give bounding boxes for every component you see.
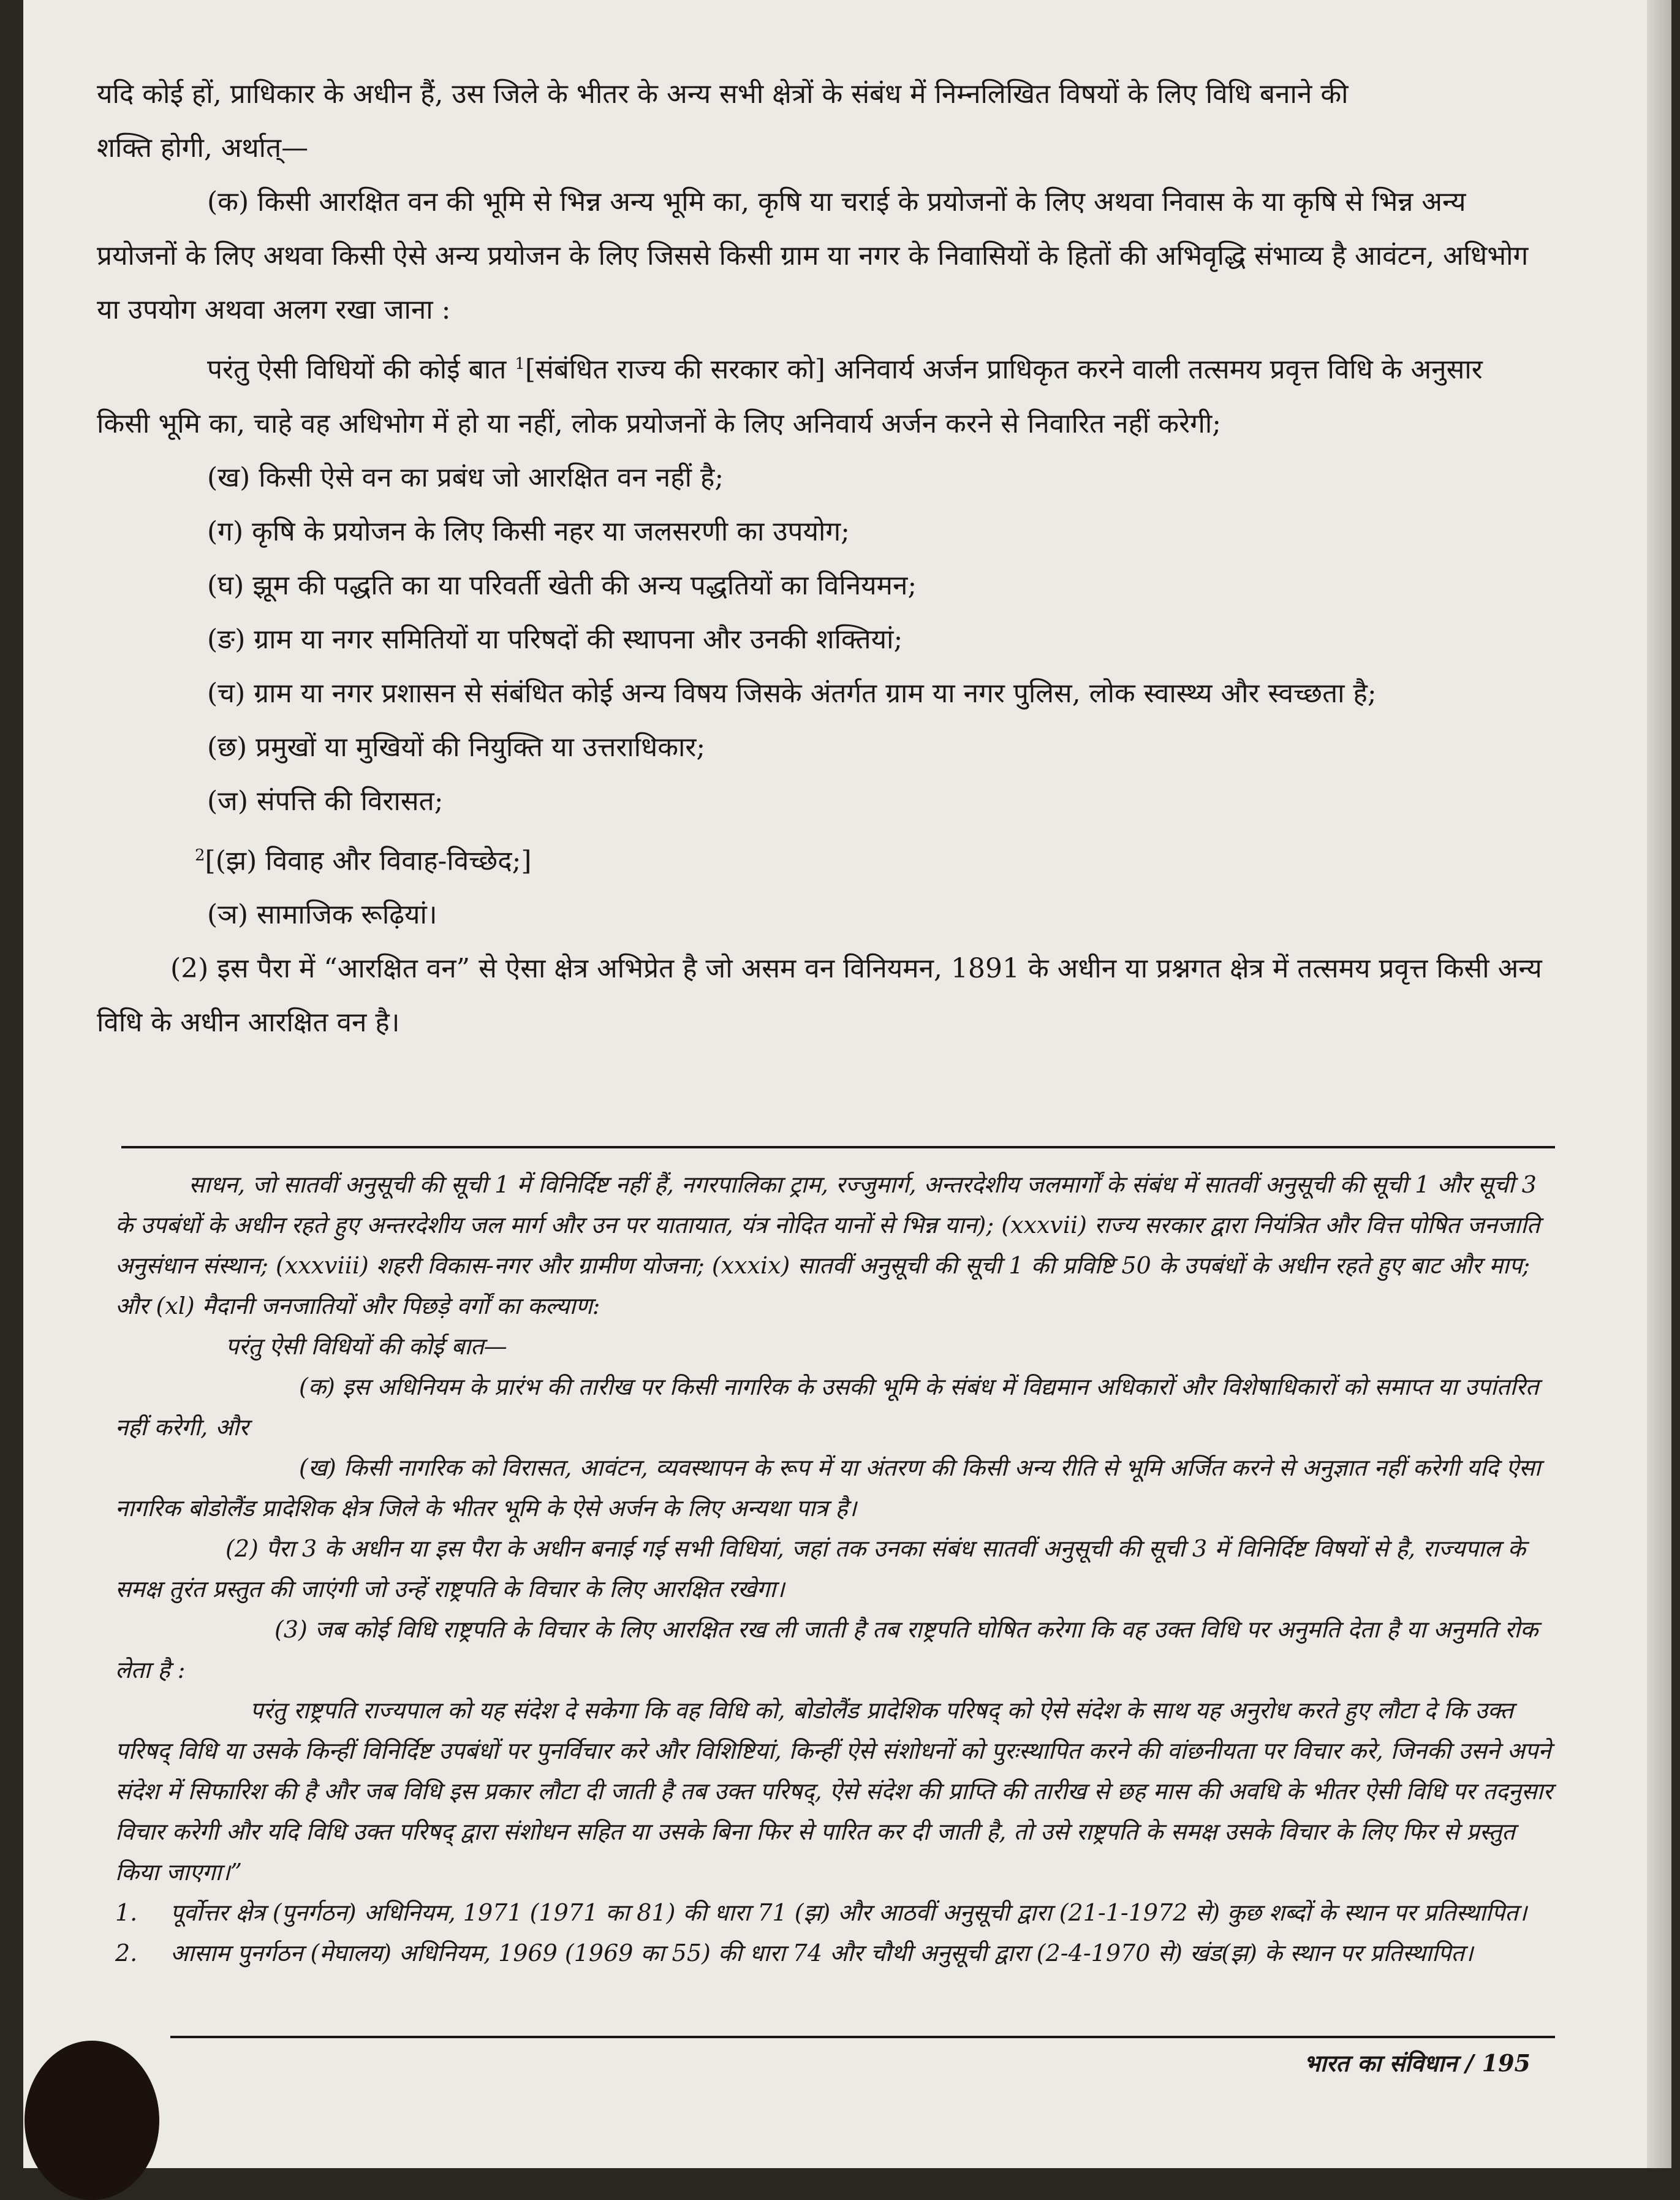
footnote-2 (115, 1933, 1561, 1973)
clause-kha: (ख) किसी ऐसे वन का प्रबंध जो आरक्षित वन नहीं है; (207, 461, 724, 493)
footnote-1 (115, 1892, 1561, 1933)
thumb-shadow (25, 2041, 159, 2200)
footnote-proviso: परंतु ऐसी विधियों की कोई बात— (225, 1333, 507, 1360)
clause-jha-text: [(झ) विवाह और विवाह-विच्छेद;] (205, 845, 532, 877)
page (23, 0, 1671, 2168)
footnote-proviso-2: परंतु राष्ट्रपति राज्यपाल को यह संदेश दे सकेगा कि वह विधि को, बोडोलैंड प्रादेशिक परिषद् को ऐसे संदेश के साथ यह अनुरोध करते हुए लौटा दे कि उक्त परिषद् विधि या उसके किन्हीं विनिर्दिष्ट उपबंधों पर पुनर्विचार करे और विशिष्टियां, किन्हीं ऐसे संशोधनों को पुरःस्थापित करने की वांछनीयता पर विचार करे, जिनकी उसने अपने संदेश में सिफारिश की है और जब विधि इस प्रकार लौटा दी जाती है तब उक्त परिषद्, ऐसे संदेश की प्राप्ति की तारीख से छह मास की अवधि के भीतर ऐसी विधि पर तदनुसार विचार करेगी और यदि विधि उक्त परिषद् द्वारा संशोधन सहित या उसके बिना फिर से पारित कर दी जाती है, तो उसे राष्ट्रपति के समक्ष उसके विचार के लिए फिर से प्रस्तुत किया जाएगा।” (115, 1697, 1553, 1886)
clause-ga: (ग) कृषि के प्रयोजन के लिए किसी नहर या जलसरणी का उपयोग; (207, 515, 850, 547)
footnote-2-text: आसाम पुनर्गठन (मेघालय) अधिनियम, 1969 (1969 का 55) की धारा 74 और चौथी अनुसूची द्वारा (2-4-1970 से) खंड(झ) के स्थान पर प्रतिस्थापित। (170, 1940, 1474, 1967)
clause-ka: (क) किसी आरक्षित वन की भूमि से भिन्न अन्य भूमि का, कृषि या चराई के प्रयोजनों के लिए अथवा निवास के या कृषि से भिन्न अन्य प्रयोजनों के लिए अथवा किसी ऐसे अन्य प्रयोजन के लिए जिससे किसी ग्राम या नगर के निवासियों के हितों की अभिवृद्धि संभाव्य है आवंटन, अधिभोग या उपयोग अथवा अलग रखा जाना : (97, 186, 1529, 325)
footer-divider (170, 2036, 1555, 2038)
proviso-post: [संबंधित राज्य की सरकार को] अनिवार्य अर्जन प्राधिकृत करने वाली तत्समय प्रवृत्त विधि के अनुसार किसी भूमि का, चाहे वह अधिभोग में हो या नहीं, लोक प्रयोजनों के लिए अनिवार्य अर्जन करने से निवारित नहीं करेगी; (97, 354, 1483, 439)
book-title: भारत का संविधान (1304, 2049, 1458, 2077)
footnote-clause-ka: (क) इस अधिनियम के प्रारंभ की तारीख पर किसी नागरिक के उसकी भूमि के संबंध में विद्यमान अधिकारों और विशेषाधिकारों को समाप्त या उपांतरित नहीं करेगी, और (115, 1373, 1539, 1441)
footnote-ref-2: 2 (195, 846, 205, 865)
page-footer (1304, 2047, 1531, 2079)
intro-line-1: यदि कोई हों, प्राधिकार के अधीन हैं, उस जिले के भीतर के अन्य सभी क्षेत्रों के संबंध में निम्नलिखित विषयों के लिए विधि बनाने की (97, 78, 1349, 110)
main-text (97, 67, 1543, 1050)
clause-gha: (घ) झूम की पद्धति का या परिवर्ती खेती की अन्य पद्धतियों का विनियमन; (207, 569, 917, 601)
page-number: 195 (1481, 2049, 1531, 2077)
footnote-continuation: साधन, जो सातवीं अनुसूची की सूची 1 में विनिर्दिष्ट नहीं हैं, नगरपालिका ट्राम, रज्जुमार्ग, अन्तरदेशीय जलमार्गों के संबंध में सातवीं अनुसूची की सूची 1 और सूची 3 के उपबंधों के अधीन रहते हुए अन्तरदेशीय जल मार्ग और उन पर यातायात, यंत्र नोदित यानों से भिन्न यान); (xxxvii) राज्य सरकार द्वारा नियंत्रित और वित्त पोषित जनजाति अनुसंधान संस्थान; (xxxviii) शहरी विकास-नगर और ग्रामीण योजना; (xxxix) सातवीं अनुसूची की सूची 1 की प्रविष्टि 50 के उपबंधों के अधीन रहते हुए बाट और माप; और (xl) मैदानी जनजातियों और पिछड़े वर्गों का कल्याण: (115, 1171, 1540, 1319)
footnote-1-number: 1. (115, 1899, 138, 1926)
footnote-divider (121, 1146, 1555, 1148)
footnote-clause-kha: (ख) किसी नागरिक को विरासत, आवंटन, व्यवस्थापन के रूप में या अंतरण की किसी अन्य रीति से भूमि अर्जित करने से अनुज्ञात नहीं करेगी यदि ऐसा नागरिक बोडोलैंड प्रादेशिक क्षेत्र जिले के भीतर भूमि के ऐसे अर्जन के लिए अन्यथा पात्र है। (115, 1454, 1541, 1522)
page-edge (1647, 0, 1671, 2168)
clause-cha: (च) ग्राम या नगर प्रशासन से संबंधित कोई अन्य विषय जिसके अंतर्गत ग्राम या नगर पुलिस, लोक स्वास्थ्य और स्वच्छता है; (207, 677, 1377, 709)
clause-chha: (छ) प्रमुखों या मुखियों की नियुक्ति या उत्तराधिकार; (207, 731, 706, 763)
footnote-para-3: (3) जब कोई विधि राष्ट्रपति के विचार के लिए आरक्षित रख ली जाती है तब राष्ट्रपति घोषित करेगा कि वह उक्त विधि पर अनुमति देता है या अनुमति रोक लेता है : (115, 1616, 1538, 1683)
clause-ja: (ज) संपत्ति की विरासत; (207, 785, 444, 817)
footnote-ref-1: 1 (515, 355, 525, 373)
footnote-para-2: (2) पैरा 3 के अधीन या इस पैरा के अधीन बनाई गई सभी विधियां, जहां तक उनका संबंध सातवीं अनुसूची की सूची 3 में विनिर्दिष्ट विषयों से है, राज्यपाल के समक्ष तुरंत प्रस्तुत की जाएंगी जो उन्हें राष्ट्रपति के विचार के लिए आरक्षित रखेगा। (115, 1535, 1526, 1603)
clause-nga: (ङ) ग्राम या नगर समितियों या परिषदों की स्थापना और उनकी शक्तियां; (207, 623, 903, 655)
footnote-2-number: 2. (115, 1940, 138, 1967)
clause-jha (97, 829, 1543, 889)
footnote-1-text: पूर्वोत्तर क्षेत्र (पुनर्गठन) अधिनियम, 1971 (1971 का 81) की धारा 71 (झ) और आठवीं अनुसूची द्वारा (21-1-1972 से) कुछ शब्दों के स्थान पर प्रतिस्थापित। (170, 1899, 1527, 1926)
proviso-pre: परंतु ऐसी विधियों की कोई बात (207, 354, 515, 385)
intro-line-2: शक्ति होगी, अर्थात्— (97, 132, 309, 164)
proviso (97, 337, 1543, 451)
paragraph-2: (2) इस पैरा में “आरक्षित वन” से ऐसा क्षेत्र अभिप्रेत है जो असम वन विनियमन, 1891 के अधीन या प्रश्नगत क्षेत्र में तत्समय प्रवृत्त किसी अन्य विधि के अधीन आरक्षित वन है। (97, 953, 1542, 1039)
clause-nya: (ञ) सामाजिक रूढ़ियां। (207, 899, 437, 931)
footnote-block (115, 1164, 1561, 1973)
footer-separator: / (1457, 2049, 1482, 2077)
